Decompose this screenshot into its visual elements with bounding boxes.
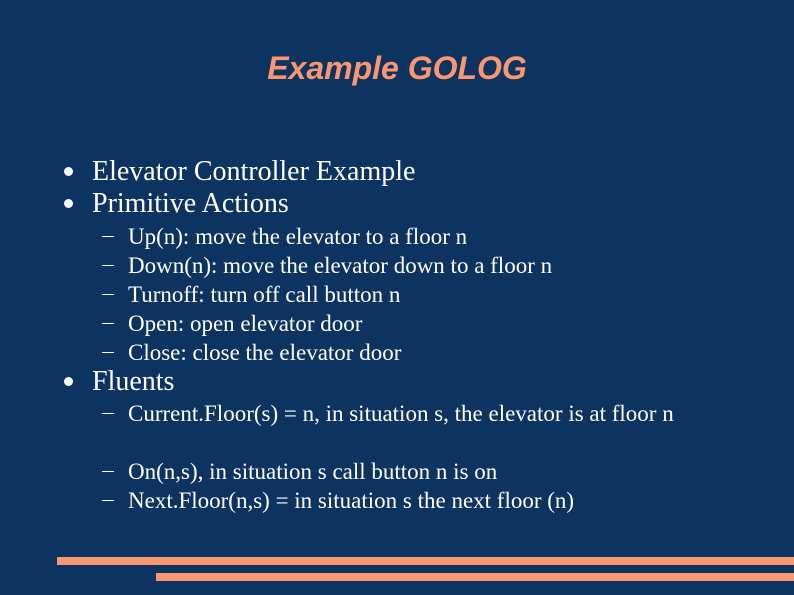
dash-icon	[102, 471, 114, 472]
bullet-dot-icon	[64, 377, 73, 386]
dash-icon	[102, 352, 114, 353]
sub-bullet-text: Turnoff: turn off call button n	[128, 282, 401, 307]
dash-icon	[102, 500, 114, 501]
bullet-text: Primitive Actions	[92, 188, 289, 219]
sub-bullet-text: On(n,s), in situation s call button n is on	[128, 459, 498, 484]
slide-title: Example GOLOG	[267, 50, 527, 86]
sub-bullet-text: Current.Floor(s) = n, in situation s, the elevator is at floor n	[128, 401, 674, 426]
sub-bullet-text: Down(n): move the elevator down to a floor n	[128, 253, 553, 278]
dash-icon	[102, 265, 114, 266]
dash-icon	[102, 236, 114, 237]
bullet-text: Elevator Controller Example	[92, 156, 416, 187]
sub-bullet-text: Up(n): move the elevator to a floor n	[128, 224, 468, 249]
dash-icon	[102, 323, 114, 324]
sub-bullet-text: Next.Floor(n,s) = in situation s the next floor (n)	[128, 488, 575, 513]
bullet-dot-icon	[64, 167, 73, 176]
dash-icon	[102, 413, 114, 414]
sub-bullet-text: Close: close the elevator door	[128, 340, 402, 365]
bullet-dot-icon	[64, 199, 73, 208]
sub-bullet-text: Open: open elevator door	[128, 311, 363, 336]
decorative-bar-bottom	[156, 573, 794, 581]
dash-icon	[102, 294, 114, 295]
decorative-bar-top	[57, 557, 794, 565]
bullet-text: Fluents	[92, 366, 175, 397]
